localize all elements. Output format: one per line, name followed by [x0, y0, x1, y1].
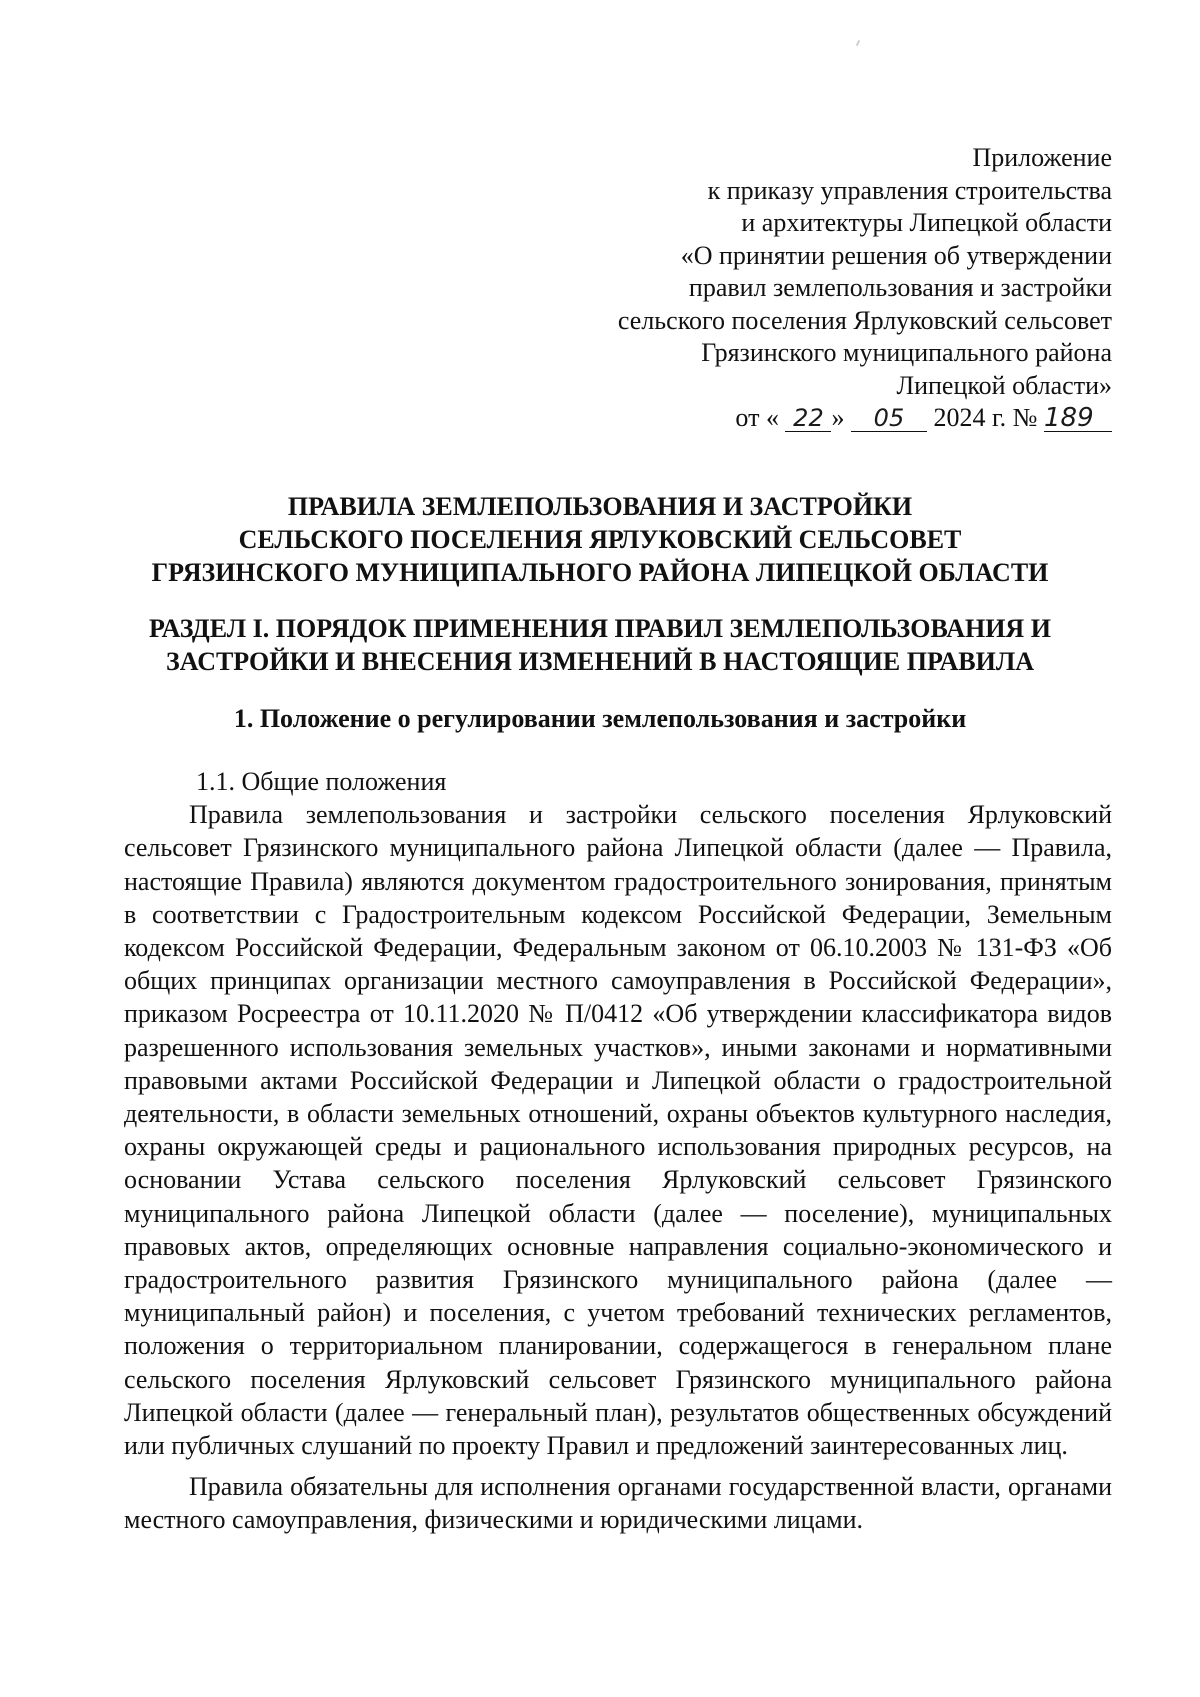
chapter-title: [100, 702, 1100, 735]
title-line: СЕЛЬСКОГО ПОСЕЛЕНИЯ ЯРЛУКОВСКИЙ СЕЛЬСОВЕТ: [238, 525, 962, 554]
date-year: 2024 г. №: [933, 403, 1038, 432]
appendix-line: Грязинского муниципального района: [701, 338, 1112, 367]
order-date-line: [492, 402, 1112, 435]
appendix-line: Липецкой области»: [896, 370, 1112, 400]
body-text: [124, 765, 1112, 1537]
section-title-line: РАЗДЕЛ I. ПОРЯДОК ПРИМЕНЕНИЯ ПРАВИЛ ЗЕМЛЕПОЛЬЗОВАНИЯ И: [149, 614, 1051, 643]
section-title: [100, 612, 1100, 678]
appendix-line: сельского поселения Ярлуковский сельсовет: [617, 305, 1112, 335]
subsection-heading: 1.1. Общие положения: [196, 767, 447, 796]
handwritten-month: 05: [851, 405, 927, 432]
appendix-block: [492, 142, 1112, 435]
title-line: ГРЯЗИНСКОГО МУНИЦИПАЛЬНОГО РАЙОНА ЛИПЕЦКОЙ ОБЛАСТИ: [151, 558, 1049, 587]
title-line: ПРАВИЛА ЗЕМЛЕПОЛЬЗОВАНИЯ И ЗАСТРОЙКИ: [287, 492, 913, 521]
appendix-line: к приказу управления строительства: [707, 175, 1112, 205]
appendix-line: и архитектуры Липецкой области: [741, 208, 1112, 237]
handwritten-order-number: 189: [1044, 405, 1112, 432]
document-title: [100, 490, 1100, 589]
handwritten-day: 22: [785, 405, 831, 432]
paragraph-1: Правила землепользования и застройки сельского поселения Ярлуковский сельсовет Грязинского муниципального района Липецкой области (далее — Правила, настоящие Правила) являются документом градостроительного зонирования, принятым в соответствии с Градостроительным кодексом Российской Федерации, Земельным кодексом Российской Федерации, Федеральным законом от 06.10.2003 № 131-ФЗ «Об общих принципах организации местного самоуправления в Российской Федерации», приказом Росреестра от 10.11.2020 № П/0412 «Об утверждении классификатора видов разрешенного использования земельных участков», иными законами и нормативными правовыми актами Российской Федерации и Липецкой области о градостроительной деятельности, в области земельных отношений, охраны объектов культурного наследия, охраны окружающей среды и рационального использования природных ресурсов, на основании Устава сельского поселения Ярлуковский сельсовет Грязинского муниципального района Липецкой области (далее — поселение), муниципальных правовых актов, определяющих основные направления социально-экономического и градостроительного развития Грязинского муниципального района (далее — муниципальный район) и поселения, с учетом требований технических регламентов, положения о территориальном планировании, содержащегося в генеральном плане сельского поселения Ярлуковский сельсовет Грязинского муниципального района Липецкой области (далее — генеральный план), результатов общественных обсуждений или публичных слушаний по проекту Правил и предложений заинтересованных лиц.: [124, 800, 1112, 1461]
scan-speck: [856, 40, 860, 46]
date-prefix: от «: [735, 403, 779, 432]
date-mid: »: [831, 403, 845, 432]
chapter-title-text: 1. Положение о регулировании землепользования и застройки: [233, 704, 967, 733]
appendix-line: Приложение: [972, 143, 1112, 172]
appendix-line: «О принятии решения об утверждении: [680, 240, 1112, 270]
paragraph-2: Правила обязательны для исполнения органами государственной власти, органами местного самоуправления, физическими и юридическими лицами.: [124, 1472, 1112, 1535]
appendix-line: правил землепользования и застройки: [688, 273, 1112, 302]
section-title-line: ЗАСТРОЙКИ И ВНЕСЕНИЯ ИЗМЕНЕНИЙ В НАСТОЯЩИЕ ПРАВИЛА: [165, 647, 1035, 676]
